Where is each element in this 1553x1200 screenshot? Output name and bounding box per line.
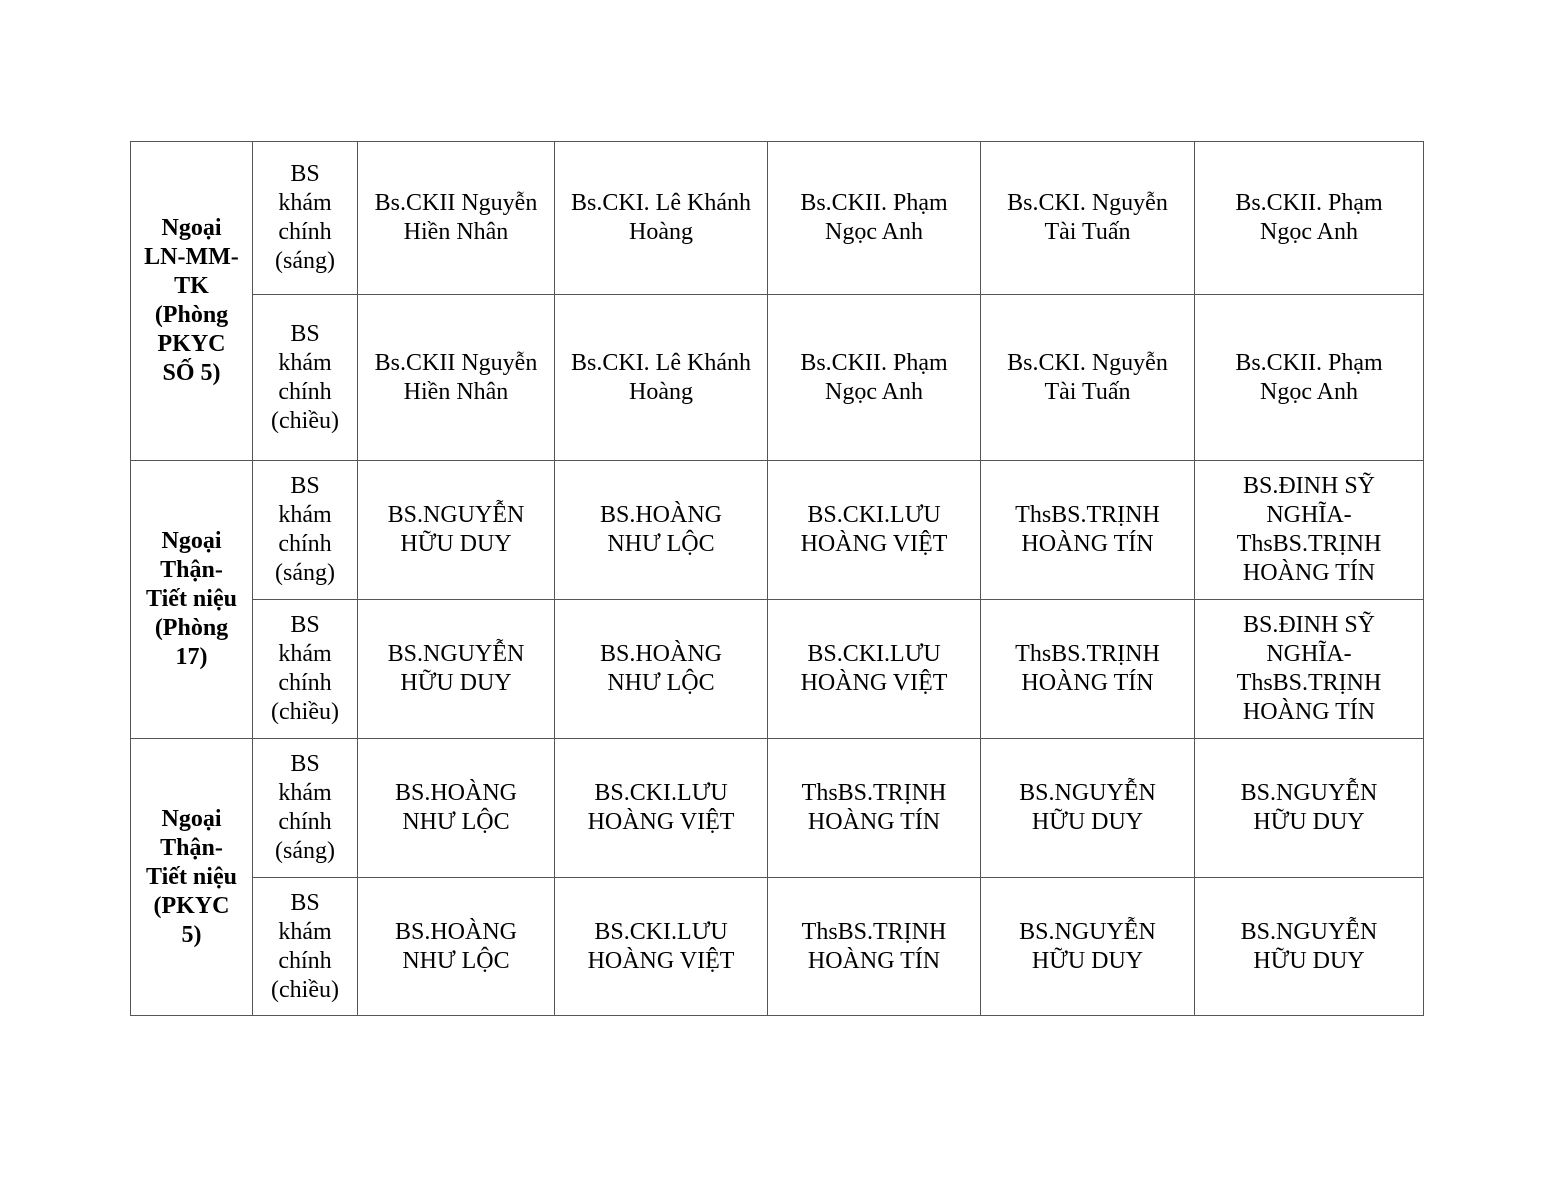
doctor-cell: BS.CKI.LƯU HOÀNG VIỆT	[555, 739, 768, 878]
doctor-cell: BS.CKI.LƯU HOÀNG VIỆT	[768, 461, 981, 600]
doctor-cell: Bs.CKI. Lê Khánh Hoàng	[555, 142, 768, 295]
doctor-schedule-table	[130, 141, 1424, 1016]
role-cell: BS khám chính (chiều)	[253, 600, 358, 739]
doctor-cell: Bs.CKII Nguyễn Hiền Nhân	[358, 295, 555, 461]
table-row	[131, 739, 1424, 878]
doctor-cell: Bs.CKII. Phạm Ngọc Anh	[1195, 142, 1424, 295]
department-cell: Ngoại Thận- Tiết niệu (PKYC 5)	[131, 739, 253, 1016]
department-cell: Ngoại LN-MM- TK (Phòng PKYC SỐ 5)	[131, 142, 253, 461]
doctor-cell: ThsBS.TRỊNH HOÀNG TÍN	[768, 878, 981, 1016]
doctor-cell: BS.NGUYỄN HỮU DUY	[1195, 739, 1424, 878]
doctor-cell: BS.HOÀNG NHƯ LỘC	[555, 461, 768, 600]
doctor-cell: BS.ĐINH SỸ NGHĨA- ThsBS.TRỊNH HOÀNG TÍN	[1195, 600, 1424, 739]
doctor-cell: BS.ĐINH SỸ NGHĨA- ThsBS.TRỊNH HOÀNG TÍN	[1195, 461, 1424, 600]
table-row	[131, 878, 1424, 1016]
table-row	[131, 461, 1424, 600]
doctor-cell: Bs.CKII. Phạm Ngọc Anh	[768, 295, 981, 461]
doctor-cell: BS.NGUYỄN HỮU DUY	[358, 461, 555, 600]
doctor-cell: ThsBS.TRỊNH HOÀNG TÍN	[768, 739, 981, 878]
table-row	[131, 295, 1424, 461]
table-row	[131, 600, 1424, 739]
role-cell: BS khám chính (sáng)	[253, 461, 358, 600]
doctor-cell: BS.CKI.LƯU HOÀNG VIỆT	[555, 878, 768, 1016]
role-cell: BS khám chính (sáng)	[253, 142, 358, 295]
doctor-cell: BS.HOÀNG NHƯ LỘC	[555, 600, 768, 739]
doctor-cell: BS.HOÀNG NHƯ LỘC	[358, 739, 555, 878]
department-cell: Ngoại Thận- Tiết niệu (Phòng 17)	[131, 461, 253, 739]
role-cell: BS khám chính (chiều)	[253, 295, 358, 461]
doctor-cell: Bs.CKII. Phạm Ngọc Anh	[768, 142, 981, 295]
role-cell: BS khám chính (chiều)	[253, 878, 358, 1016]
doctor-cell: Bs.CKII. Phạm Ngọc Anh	[1195, 295, 1424, 461]
doctor-cell: BS.NGUYỄN HỮU DUY	[981, 739, 1195, 878]
role-cell: BS khám chính (sáng)	[253, 739, 358, 878]
doctor-cell: Bs.CKII Nguyễn Hiền Nhân	[358, 142, 555, 295]
doctor-cell: Bs.CKI. Nguyễn Tài Tuấn	[981, 142, 1195, 295]
doctor-cell: BS.NGUYỄN HỮU DUY	[1195, 878, 1424, 1016]
doctor-cell: ThsBS.TRỊNH HOÀNG TÍN	[981, 461, 1195, 600]
doctor-cell: Bs.CKI. Nguyễn Tài Tuấn	[981, 295, 1195, 461]
doctor-cell: ThsBS.TRỊNH HOÀNG TÍN	[981, 600, 1195, 739]
table-row	[131, 142, 1424, 295]
doctor-cell: BS.NGUYỄN HỮU DUY	[981, 878, 1195, 1016]
doctor-cell: Bs.CKI. Lê Khánh Hoàng	[555, 295, 768, 461]
doctor-cell: BS.HOÀNG NHƯ LỘC	[358, 878, 555, 1016]
doctor-cell: BS.NGUYỄN HỮU DUY	[358, 600, 555, 739]
doctor-cell: BS.CKI.LƯU HOÀNG VIỆT	[768, 600, 981, 739]
